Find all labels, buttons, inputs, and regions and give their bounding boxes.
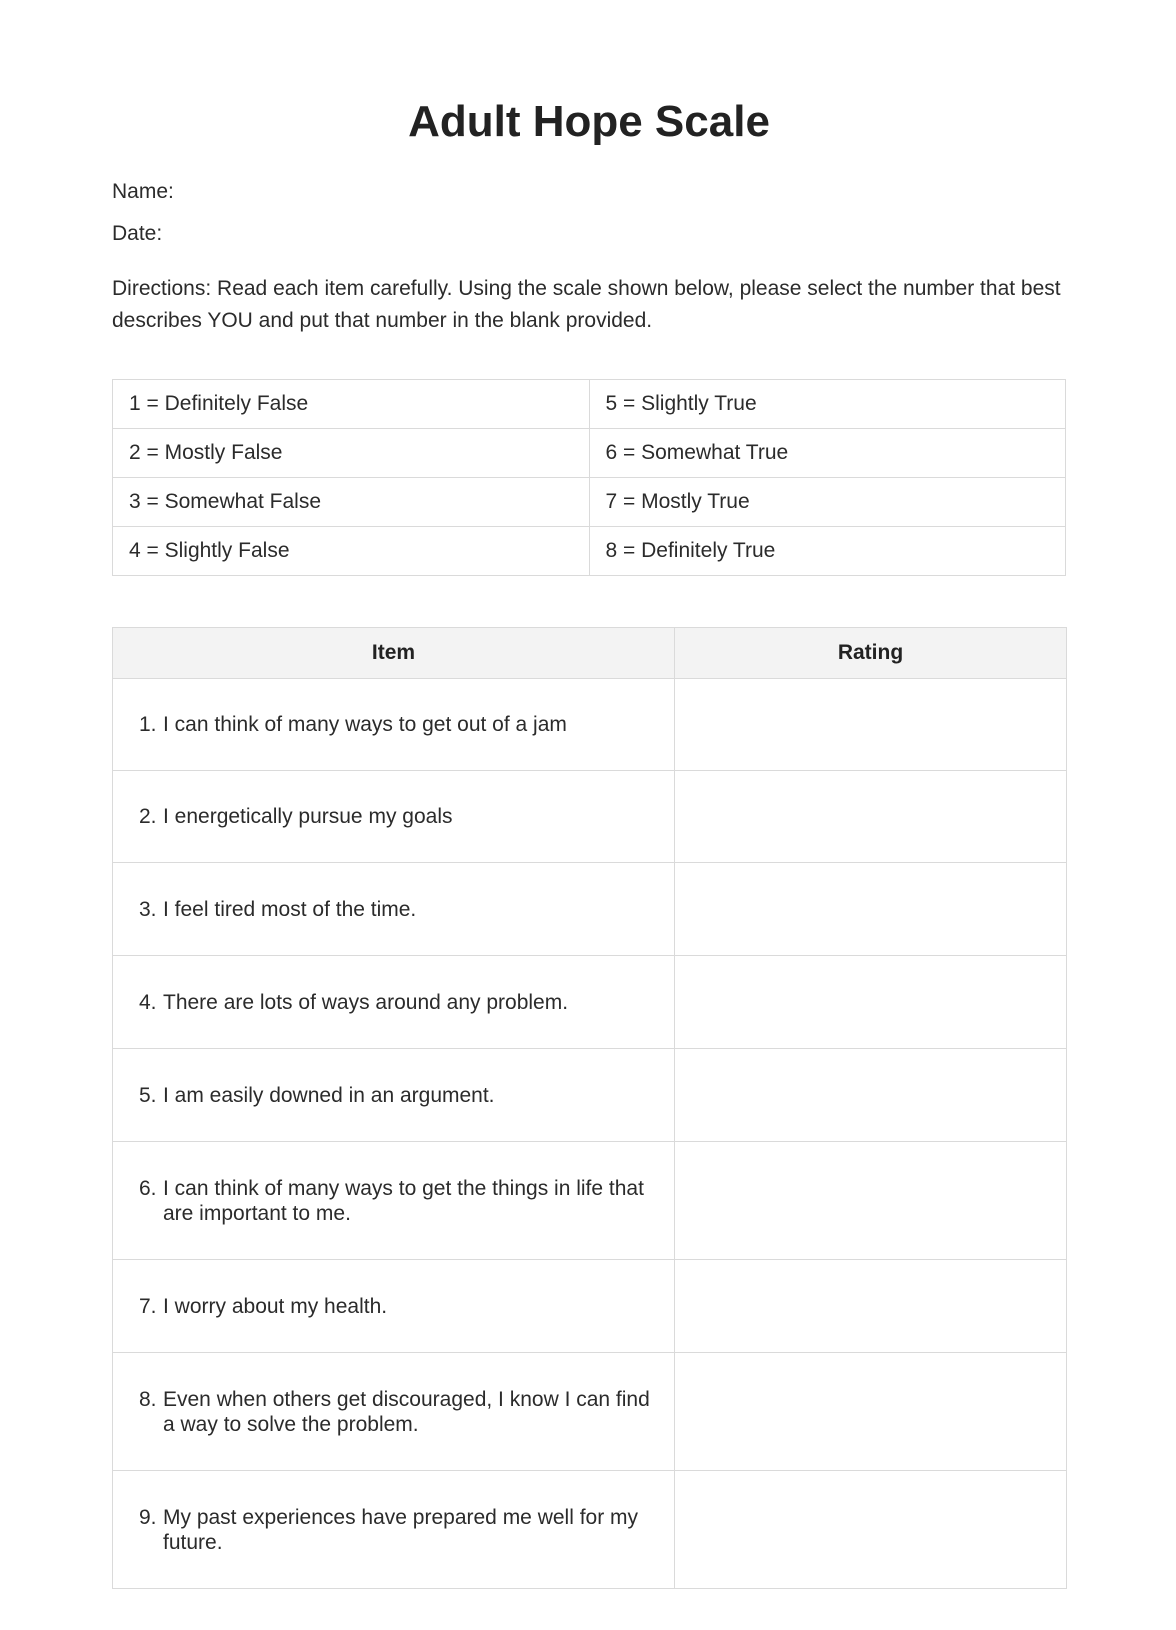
item-statement: Even when others get discouraged, I know I can find a way to solve the problem.	[163, 1387, 650, 1436]
rating-blank[interactable]	[675, 1260, 1067, 1353]
item-cell	[113, 771, 675, 863]
item-statement: I energetically pursue my goals	[163, 805, 453, 828]
item-statement: I can think of many ways to get the things in life that are important to me.	[163, 1176, 644, 1225]
scale-cell: 1 = Definitely False	[113, 380, 590, 429]
date-field-label: Date:	[112, 222, 163, 245]
item-number: 7.	[139, 1294, 157, 1318]
table-row	[113, 1142, 1067, 1260]
table-row	[113, 1471, 1067, 1589]
items-rating-table	[112, 627, 1067, 1589]
rating-blank[interactable]	[675, 1471, 1067, 1589]
item-cell	[113, 1049, 675, 1142]
scale-row	[113, 380, 1066, 429]
rating-scale-table	[112, 379, 1066, 576]
item-cell	[113, 679, 675, 771]
item-number: 9.	[139, 1505, 157, 1529]
item-cell	[113, 956, 675, 1049]
item-statement: I worry about my health.	[163, 1294, 388, 1318]
item-number: 1.	[139, 713, 157, 736]
rating-blank[interactable]	[675, 1142, 1067, 1260]
item-number: 4.	[139, 990, 157, 1014]
item-statement: I can think of many ways to get out of a jam	[163, 713, 567, 736]
rating-blank[interactable]	[675, 771, 1067, 863]
item-cell	[113, 1353, 675, 1471]
scale-cell: 8 = Definitely True	[589, 527, 1066, 576]
item-statement: I am easily downed in an argument.	[163, 1083, 495, 1107]
scale-cell: 3 = Somewhat False	[113, 478, 590, 527]
scale-row	[113, 478, 1066, 527]
item-cell	[113, 1260, 675, 1353]
item-statement: My past experiences have prepared me well for my future.	[163, 1505, 639, 1554]
item-column-header: Item	[113, 628, 675, 679]
table-header-row	[113, 628, 1067, 679]
scale-row	[113, 527, 1066, 576]
rating-blank[interactable]	[675, 863, 1067, 956]
item-cell	[113, 863, 675, 956]
item-statement: There are lots of ways around any problem.	[163, 990, 569, 1014]
table-row	[113, 1260, 1067, 1353]
rating-blank[interactable]	[675, 1353, 1067, 1471]
page-title: Adult Hope Scale	[408, 97, 770, 146]
item-cell	[113, 1471, 675, 1589]
table-row	[113, 956, 1067, 1049]
item-number: 6.	[139, 1176, 157, 1200]
item-number: 8.	[139, 1387, 157, 1411]
item-number: 5.	[139, 1083, 157, 1107]
item-number: 2.	[139, 805, 157, 828]
item-cell	[113, 1142, 675, 1260]
scale-row	[113, 429, 1066, 478]
scale-cell: 6 = Somewhat True	[589, 429, 1066, 478]
rating-column-header: Rating	[675, 628, 1067, 679]
table-row	[113, 1049, 1067, 1142]
rating-blank[interactable]	[675, 1049, 1067, 1142]
rating-blank[interactable]	[675, 679, 1067, 771]
item-number: 3.	[139, 897, 157, 921]
directions-text: Directions: Read each item carefully. Using the scale shown below, please select the number that best describes YOU and put that number in the blank provided.	[112, 277, 1061, 332]
scale-cell: 4 = Slightly False	[113, 527, 590, 576]
table-row	[113, 771, 1067, 863]
table-row	[113, 1353, 1067, 1471]
table-row	[113, 863, 1067, 956]
scale-cell: 7 = Mostly True	[589, 478, 1066, 527]
item-statement: I feel tired most of the time.	[163, 897, 417, 921]
scale-cell: 5 = Slightly True	[589, 380, 1066, 429]
rating-blank[interactable]	[675, 956, 1067, 1049]
table-row	[113, 679, 1067, 771]
scale-cell: 2 = Mostly False	[113, 429, 590, 478]
name-field-label: Name:	[112, 180, 174, 203]
